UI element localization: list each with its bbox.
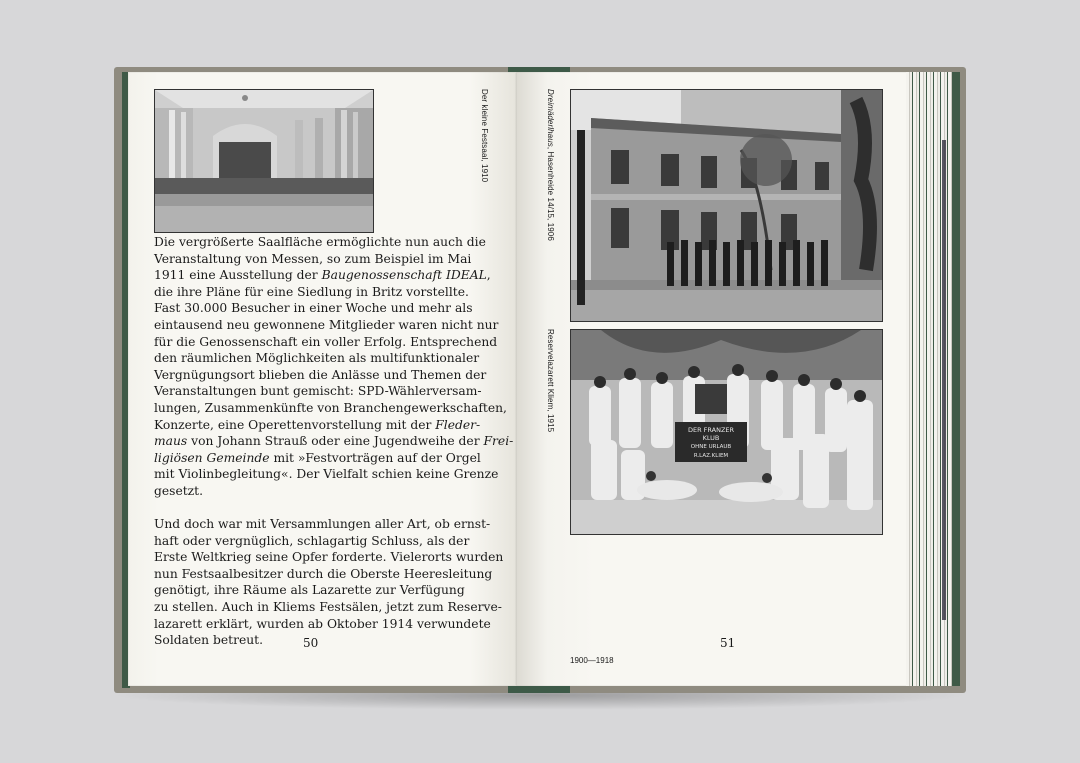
text-line: Vergnügungsort blieben die Anlässe und Themen der [154, 367, 487, 382]
building-illustration [571, 90, 882, 321]
text-line: zu stellen. Auch in Kliems Festsälen, jetzt zum Reserve- [154, 600, 502, 615]
group-illustration [571, 330, 882, 534]
running-head: 1900—1918 [570, 656, 614, 665]
italic-run: Fleder- [435, 417, 481, 432]
text-run: Konzerte, eine Operettenvorstellung mit der [154, 417, 436, 432]
text-line: den räumlichen Möglichkeiten als multifunktionaler [154, 351, 480, 366]
body-text [154, 234, 514, 649]
text-run: von Johann Strauß oder eine Jugendweihe der [187, 434, 484, 449]
fore-edge-pages [906, 72, 958, 686]
text-run: mit »Festvorträgen auf der Orgel [269, 450, 481, 465]
italic-run: Frei- [483, 434, 514, 449]
text-line: nun Festsaalbesitzer durch die Oberste Heeresleitung [154, 566, 493, 581]
photo-dreimaederlhaus [570, 89, 883, 322]
photo-festsaal [154, 89, 374, 233]
text-line: Erste Weltkrieg seine Opfer forderte. Vielerorts wurden [154, 550, 504, 565]
text-line: gesetzt. [154, 483, 204, 498]
text-line: genötigt, ihre Räume als Lazarette zur Verfügung [154, 583, 465, 598]
caption-reservelazarett [546, 329, 555, 432]
caption-dreimaederlhaus [546, 89, 555, 241]
caption-festsaal [480, 89, 489, 182]
text-line: mit Violinbegleitung«. Der Vielfalt schien keine Grenze [154, 467, 499, 482]
paragraph-1 [154, 234, 514, 500]
text-line: eintausend neu gewonnene Mitglieder waren nicht nur [154, 317, 499, 332]
caption-italic: Dreimäderlhaus [546, 89, 555, 147]
text-line [154, 433, 514, 450]
text-line: die ihre Pläne für eine Siedlung in Britz vorstellte. [154, 284, 469, 299]
page-number-left: 50 [303, 636, 319, 650]
text-line: Soldaten betreut. [154, 633, 264, 648]
text-run: , [486, 268, 491, 283]
sign-line-1: DER FRANZER [687, 426, 735, 434]
spine-tailband [508, 685, 570, 693]
page-number-right: 51 [720, 636, 736, 650]
text-line [154, 267, 491, 284]
italic-run: Baugenossenschaft IDEAL [321, 268, 487, 283]
text-line [154, 417, 481, 434]
text-line: Die vergrößerte Saalfläche ermöglichte nun auch die [154, 235, 486, 249]
caption-rest: , Hasenheide 14/15, 1906 [546, 146, 555, 241]
text-line: lazarett erklärt, wurden ab Oktober 1914 verwundete [154, 616, 491, 631]
back-cover-edge [952, 72, 960, 686]
text-run: 1911 eine Ausstellung der [154, 268, 322, 283]
caption-reservelazarett-text: Reservelazarett Kliem, 1915 [546, 329, 555, 433]
text-line: haft oder vergnüglich, schlagartig Schluss, als der [154, 533, 470, 548]
text-line: Und doch war mit Versammlungen aller Art, ob ernst- [154, 517, 491, 532]
photo-reservelazarett [570, 329, 883, 535]
fore-edge-marker [942, 140, 946, 620]
caption-festsaal-text: Der kleine Festsaal, 1910 [480, 89, 489, 183]
text-line: Veranstaltungen bunt gemischt: SPD-Wählerversam- [154, 384, 482, 399]
sign-line-2: KLUB [702, 434, 720, 442]
sign-line-3: OHNE URLAUB [690, 444, 732, 450]
sign-line-4: R.LAZ.KLIEM [693, 453, 729, 459]
italic-run: ligiösen Gemeinde [154, 450, 270, 465]
text-line: Veranstaltung von Messen, so zum Beispiel im Mai [154, 251, 472, 266]
text-line: für die Genossenschaft ein voller Erfolg. Entsprechend [154, 334, 498, 349]
festsaal-illustration [155, 90, 373, 232]
text-line [154, 450, 481, 467]
italic-run: maus [154, 434, 188, 449]
text-line: lungen, Zusammenkünfte von Branchengewerkschaften, [154, 400, 507, 415]
paragraph-2 [154, 516, 504, 649]
text-line: Fast 30.000 Besucher in einer Woche und mehr als [154, 301, 473, 316]
